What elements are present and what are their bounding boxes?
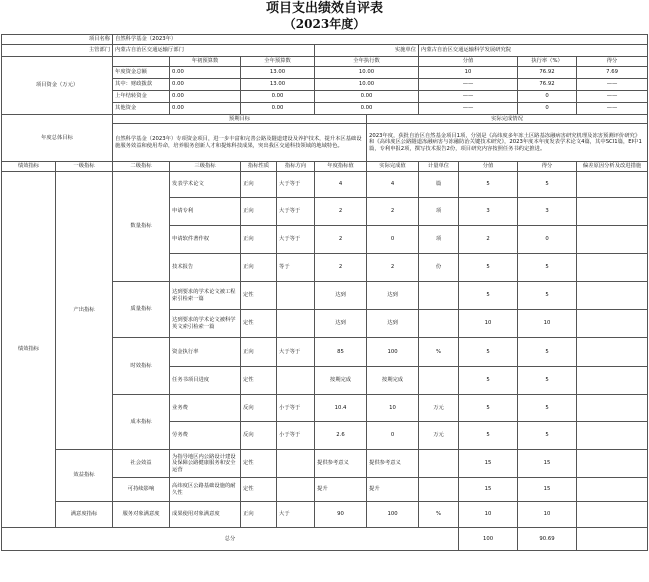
cell: 4 [367, 172, 419, 198]
cell: 2 [459, 226, 518, 254]
cell: % [419, 502, 459, 528]
col-header: 指标性质 [241, 162, 277, 172]
funds-label: 项目资金（万元） [2, 57, 113, 115]
funds-cell: 76.92 [518, 79, 577, 91]
funds-row-label: 年度资金总额 [113, 67, 170, 79]
cell: 达到要求的学术论文被工程索引检索一篇 [170, 282, 241, 310]
cell: 5 [459, 338, 518, 367]
cell: 5 [459, 172, 518, 198]
funds-header-0: 年初预算数 [170, 57, 241, 67]
cell: 定性 [241, 282, 277, 310]
group-service: 服务对象满意度 [113, 502, 170, 528]
cell: 2.6 [315, 422, 367, 450]
funds-cell: 0 [518, 91, 577, 103]
cell: 等于 [277, 254, 315, 282]
cell: 5 [459, 282, 518, 310]
cell: 定性 [241, 478, 277, 502]
funds-cell: 76.92 [518, 67, 577, 79]
cell: 10 [518, 310, 577, 338]
cell: 万元 [419, 422, 459, 450]
cell: 2 [367, 254, 419, 282]
cell: 正向 [241, 338, 277, 367]
funds-header-2: 全年执行数 [315, 57, 419, 67]
col-header: 三级指标 [170, 162, 241, 172]
cell: 大于 [277, 502, 315, 528]
cell [577, 198, 648, 226]
cell: 达到 [367, 282, 419, 310]
cell [419, 367, 459, 395]
cell: 大于等于 [277, 198, 315, 226]
cell [577, 478, 648, 502]
cell [577, 254, 648, 282]
cell [277, 282, 315, 310]
col-header: 一级指标 [56, 162, 113, 172]
cell: 达到 [315, 310, 367, 338]
cell: 90 [315, 502, 367, 528]
cell: 0 [367, 226, 419, 254]
cell [277, 310, 315, 338]
cell: 100 [367, 502, 419, 528]
funds-cell: 10 [419, 67, 518, 79]
funds-cell: 0.00 [241, 103, 315, 115]
funds-row-label: 其他资金 [113, 103, 170, 115]
col-header: 计量单位 [419, 162, 459, 172]
cell: 技术报告 [170, 254, 241, 282]
report-title [0, 0, 649, 34]
cell: 10 [459, 310, 518, 338]
funds-cell: 0.00 [315, 91, 419, 103]
dept-label: 主管部门 [2, 45, 113, 57]
expected-goal: 自然科学基金（2023年）专项资金项目，进一步丰富和完善公路及隧道建设及养护技术，提升本区基础设施服务效益和使用寿命，培养服务创新人才和提炼科技成果，突出我区交通科技领域的地域特色。 [113, 124, 367, 162]
cell: 5 [459, 395, 518, 422]
cell: 定性 [241, 367, 277, 395]
group-social: 社会效益 [113, 450, 170, 478]
col-header: 实际完成值 [367, 162, 419, 172]
cell: 按期完成 [367, 367, 419, 395]
cell: 项 [419, 198, 459, 226]
cell: 高纬度区公路基础设施的耐久性 [170, 478, 241, 502]
impl-value: 内蒙古自治区交通运输科学发展研究院 [419, 45, 648, 57]
indicator-row [2, 450, 648, 478]
funds-cell: 13.00 [241, 79, 315, 91]
cell: 5 [518, 422, 577, 450]
cell: 正向 [241, 198, 277, 226]
indicator-header-row [2, 162, 648, 172]
cell: 业务费 [170, 395, 241, 422]
cell: 提供参考意义 [315, 450, 367, 478]
expected-header: 预期目标 [113, 115, 367, 124]
cell [419, 310, 459, 338]
cell: 0 [518, 226, 577, 254]
cell: 5 [518, 172, 577, 198]
cell [577, 367, 648, 395]
benefit-label: 效益指标 [56, 450, 113, 502]
cell: 大于等于 [277, 226, 315, 254]
funds-row-label: 上年结转资金 [113, 91, 170, 103]
goals-label: 年度总体目标 [2, 115, 113, 162]
cell: 10 [367, 395, 419, 422]
cell: 提供参考意义 [367, 450, 419, 478]
cell: 篇 [419, 172, 459, 198]
cell: 10.4 [315, 395, 367, 422]
cell [419, 478, 459, 502]
funds-row-label: 其中：财政拨款 [113, 79, 170, 91]
satisfaction-label: 满意度指标 [56, 502, 113, 528]
cell: 任务书项目进度 [170, 367, 241, 395]
total-blank [577, 528, 648, 551]
funds-header-blank [113, 57, 170, 67]
cell [577, 282, 648, 310]
dept-value: 内蒙古自治区交通运输厅部门 [113, 45, 315, 57]
cell [277, 478, 315, 502]
cell: 正向 [241, 502, 277, 528]
cell: 3 [459, 198, 518, 226]
cell: % [419, 338, 459, 367]
cell: 15 [459, 478, 518, 502]
cell: 5 [518, 254, 577, 282]
cell: 劳务费 [170, 422, 241, 450]
cell: 3 [518, 198, 577, 226]
cell [577, 338, 648, 367]
cell: 2 [315, 254, 367, 282]
cell: 10 [459, 502, 518, 528]
funds-cell: —— [577, 79, 648, 91]
col-header: 偏差原因分析及改进措施 [577, 162, 648, 172]
funds-cell: 0.00 [241, 91, 315, 103]
funds-cell: 0.00 [170, 67, 241, 79]
cell: 小于等于 [277, 422, 315, 450]
funds-cell: —— [577, 91, 648, 103]
cell [577, 310, 648, 338]
total-label: 总分 [2, 528, 459, 551]
title-line-1: 项目支出绩效自评表 [265, 1, 383, 16]
cell: 正向 [241, 226, 277, 254]
cell: 15 [518, 450, 577, 478]
funds-cell: —— [577, 103, 648, 115]
output-label: 产出指标 [56, 172, 113, 450]
actual-result: 2023年度，获批自治区自然基金项目1项，分别是《高纬度多年冻土区路基冻融病害研究机理及冻害预测评价研究》和《高纬度区公路隧道冻融病害与冻融防治关键技术研究》，2023年度本年度发表学术论文4篇，其中SCI1篇，EI中1篇，专利申报2项，撰写技术报告2份，项目研究内容按照任务书约定推进。 [367, 124, 648, 162]
cell: 按期完成 [315, 367, 367, 395]
cell [577, 226, 648, 254]
funds-cell: —— [419, 79, 518, 91]
funds-cell: —— [419, 91, 518, 103]
cell: 2 [315, 226, 367, 254]
funds-header-5: 得分 [577, 57, 648, 67]
cell: 万元 [419, 395, 459, 422]
total-score: 100 [459, 528, 518, 551]
group-sustain: 可持续影响 [113, 478, 170, 502]
cell: 资金执行率 [170, 338, 241, 367]
funds-cell: 0 [518, 103, 577, 115]
perf-label: 绩效指标 [2, 172, 56, 528]
funds-header-3: 分值 [419, 57, 518, 67]
total-row [2, 528, 648, 551]
cell: 15 [518, 478, 577, 502]
cell: 5 [518, 338, 577, 367]
cell: 达到要求的学术论文被科学英文索引检索一篇 [170, 310, 241, 338]
indicator-row [2, 502, 648, 528]
cell: 定性 [241, 310, 277, 338]
impl-label: 实施单位 [315, 45, 419, 57]
cell: 2 [315, 198, 367, 226]
funds-header-4: 执行率（%） [518, 57, 577, 67]
cell: 大于等于 [277, 338, 315, 367]
funds-cell: 0.00 [170, 79, 241, 91]
funds-cell: 10.00 [315, 79, 419, 91]
cell [277, 450, 315, 478]
funds-header-1: 全年预算数 [241, 57, 315, 67]
cell: 5 [459, 367, 518, 395]
cell [577, 395, 648, 422]
cell: 85 [315, 338, 367, 367]
cell: 15 [459, 450, 518, 478]
cell: 正向 [241, 172, 277, 198]
cell [419, 450, 459, 478]
funds-cell: 13.00 [241, 67, 315, 79]
funds-cell: —— [419, 103, 518, 115]
title-line-2: （2023年度） [283, 17, 366, 31]
funds-cell: 0.00 [170, 91, 241, 103]
col-header: 二级指标 [113, 162, 170, 172]
cell: 反向 [241, 422, 277, 450]
cell [577, 172, 648, 198]
cell [577, 502, 648, 528]
col-header: 得分 [518, 162, 577, 172]
cell: 反向 [241, 395, 277, 422]
cell: 为指导地区内公路设计建设及保障公路健康服务和安全运营 [170, 450, 241, 478]
cell: 达到 [315, 282, 367, 310]
evaluation-table [1, 34, 648, 551]
cell: 正向 [241, 254, 277, 282]
cell: 定性 [241, 450, 277, 478]
group-cost: 成本指标 [113, 395, 170, 450]
project-name: 自然科学基金（2023年） [113, 35, 648, 45]
cell: 份 [419, 254, 459, 282]
cell [577, 422, 648, 450]
actual-header: 实际完成情况 [367, 115, 648, 124]
col-header: 绩效指标 [2, 162, 56, 172]
group-qual: 质量指标 [113, 282, 170, 338]
cell: 5 [518, 282, 577, 310]
cell: 10 [518, 502, 577, 528]
cell [419, 282, 459, 310]
project-name-label: 项目名称 [2, 35, 113, 45]
col-header: 分值 [459, 162, 518, 172]
cell: 5 [518, 367, 577, 395]
funds-cell: 7.69 [577, 67, 648, 79]
col-header: 年度指标值 [315, 162, 367, 172]
funds-cell: 0.00 [315, 103, 419, 115]
cell: 达到 [367, 310, 419, 338]
cell: 提升 [367, 478, 419, 502]
col-header: 指标方向 [277, 162, 315, 172]
cell [277, 367, 315, 395]
cell: 2 [367, 198, 419, 226]
group-time: 时效指标 [113, 338, 170, 395]
cell: 4 [315, 172, 367, 198]
cell: 提升 [315, 478, 367, 502]
cell: 大于等于 [277, 172, 315, 198]
total-got: 90.69 [518, 528, 577, 551]
cell: 发表学术论文 [170, 172, 241, 198]
cell: 申请专利 [170, 198, 241, 226]
funds-cell: 10.00 [315, 67, 419, 79]
funds-cell: 0.00 [170, 103, 241, 115]
cell: 5 [459, 254, 518, 282]
cell: 5 [518, 395, 577, 422]
cell: 100 [367, 338, 419, 367]
cell: 5 [459, 422, 518, 450]
indicator-row [2, 172, 648, 198]
cell: 0 [367, 422, 419, 450]
cell: 项 [419, 226, 459, 254]
cell: 成果使用对象满意度 [170, 502, 241, 528]
cell [577, 450, 648, 478]
cell: 申请软件著作权 [170, 226, 241, 254]
cell: 小于等于 [277, 395, 315, 422]
group-qty: 数量指标 [113, 172, 170, 282]
